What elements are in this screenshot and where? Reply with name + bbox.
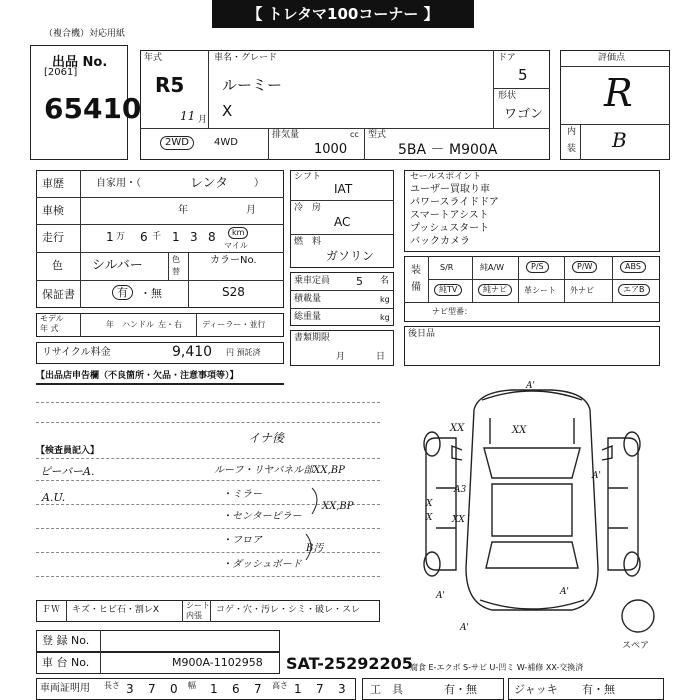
damage-codes: 腐食 E-エクボ S-サビ U-凹ミ W-補修 XX-交換済 (410, 663, 584, 672)
equip-alloy-wheel: 純A/W (480, 263, 505, 272)
equip-leather-seat: 革シート (524, 286, 556, 295)
car-damage-diagram (412, 378, 672, 648)
damage-mark: A' (460, 623, 469, 633)
model-year-label-1: モデル (40, 314, 64, 323)
recycle-label: リサイクル料金 (42, 347, 111, 358)
reki-label: 車歴 (42, 177, 64, 190)
equip-tv: 純TV (434, 284, 462, 296)
fw-text: キズ・ヒビ石・割レX (72, 605, 159, 615)
sales-point-item: ユーザー買取り車 (410, 184, 490, 195)
capacity-label: 乗車定員 (294, 276, 331, 286)
sales-point-item: パワースライドドア (410, 197, 499, 208)
mileage-digit: 3 (190, 230, 198, 244)
shaken-year: 年 (178, 205, 188, 216)
tools-label: 工 具 (370, 683, 403, 696)
handle-options: 左・右 (158, 320, 182, 329)
mileage-unit-km: km (228, 227, 248, 239)
seat-text: コゲ・穴・汚レ・シミ・破レ・スレ (216, 605, 361, 615)
lot-number: 65410 (44, 92, 142, 125)
equip-power-steering: P/S (526, 261, 549, 273)
seat-label-1: シート (186, 601, 210, 610)
fuel-label: 燃 料 (294, 237, 322, 247)
capacity-unit: 名 (380, 276, 390, 286)
dim-length-label: 長さ (104, 681, 120, 690)
mileage-digit: 8 (208, 230, 216, 244)
docs-month: 月 (336, 352, 346, 362)
width-digit: 7 (254, 682, 262, 696)
sat-code: SAT-25292205 (286, 654, 413, 673)
sales-point-item: バックカメラ (410, 236, 470, 247)
lot-small-number: [2061] (44, 67, 78, 78)
warranty-label: 保証書 (42, 288, 75, 301)
equip-external-navi: 外ナビ (570, 286, 594, 295)
mileage-label: 走行 (42, 231, 64, 244)
reki-options: 自家用・（ (96, 178, 141, 189)
width-digit: 1 (210, 682, 218, 696)
body-value: ワゴン (504, 107, 544, 122)
tools-value: 有・無 (444, 683, 477, 696)
color-change-2: 替 (172, 267, 180, 276)
displacement-value: 1000 (314, 142, 348, 157)
handwritten-note: ルーフ・リヤパネル部XX,BP (214, 465, 345, 476)
handwritten-note: ・ダッシュボード (222, 559, 302, 570)
gross-label: 総重量 (294, 312, 322, 322)
later-items-box (404, 326, 660, 366)
equip-airbag: エアB (618, 284, 650, 296)
aircon-label: 冷 房 (294, 203, 322, 213)
height-digit: 3 (338, 682, 346, 696)
score-label: 評価点 (598, 53, 626, 63)
mileage-unit-sen: 千 (152, 232, 162, 242)
dim-width-label: 幅 (188, 681, 196, 690)
jack-label: ジャッキ (514, 683, 558, 696)
sales-point-title: セールスポイント (410, 172, 482, 182)
damage-mark: XX (450, 423, 465, 434)
interior-label-1: 内 (567, 127, 577, 137)
equip-sunroof: S/R (440, 263, 454, 272)
equip-power-window: P/W (572, 261, 597, 273)
shaken-label: 車検 (42, 204, 64, 217)
length-digit: 7 (148, 682, 156, 696)
recycle-note: 円 預託済 (226, 348, 261, 357)
bracket-marks (300, 484, 330, 574)
inspector-title: 【検査員記入】 (36, 446, 100, 456)
color-change-1: 色 (172, 255, 180, 264)
damage-mark: A3 (454, 485, 467, 495)
model-name: ルーミー (222, 76, 283, 94)
displacement-unit: cc (350, 130, 359, 139)
grade-value: X (222, 102, 233, 120)
handle-label: ハンドル (122, 320, 154, 329)
sales-point-item: スマートアシスト (410, 210, 489, 221)
height-digit: 1 (294, 682, 302, 696)
interior-label-2: 装 (567, 144, 577, 154)
handwritten-note: XX,BP (322, 501, 354, 512)
later-items-label: 後日品 (408, 329, 436, 339)
spare-tire-label: スペア (622, 641, 650, 651)
warranty-yes: 有 (112, 285, 133, 300)
damage-mark: A' (436, 591, 445, 601)
equipment-label-2: 備 (411, 282, 421, 293)
damage-mark: X (426, 513, 433, 523)
shaken-month: 月 (246, 205, 256, 216)
model-year-label-2: 年 式 (40, 324, 59, 333)
lot-label: 出品 No. (52, 55, 108, 70)
drive-2wd: 2WD (160, 136, 194, 150)
length-digit: 0 (170, 682, 178, 696)
docs-label: 書類期限 (294, 333, 331, 343)
handwritten-note: ピーバーA. (40, 465, 95, 478)
navi-model-label: ナビ型番： (432, 307, 472, 316)
year-month: 11 (180, 109, 196, 123)
registration-label: 登 録 No. (42, 634, 90, 647)
reki-value: レンタ (190, 176, 229, 191)
chassis-label: 車 台 No. (42, 656, 90, 669)
shift-value: IAT (334, 182, 353, 196)
model-label: 車名・グレード (214, 53, 278, 63)
load-unit: kg (380, 295, 390, 304)
seat-label-2: 内張 (186, 611, 202, 620)
chassis-value: M900A-1102958 (172, 656, 263, 669)
handwritten-note: イナ後 (248, 431, 285, 445)
mileage-digit: 1 (172, 230, 180, 244)
color-no-value: S28 (222, 285, 245, 299)
year-month-unit: 月 (198, 115, 208, 125)
length-digit: 3 (126, 682, 134, 696)
docs-day: 日 (376, 352, 386, 362)
interior-value: B (612, 128, 627, 152)
declaration-title: 【出品店申告欄（不良箇所・欠品・注意事項等）】 (36, 371, 239, 381)
damage-mark: XX (512, 425, 527, 436)
width-digit: 6 (232, 682, 240, 696)
model-year-year: 年 (106, 320, 114, 329)
drive-4wd: 4WD (214, 137, 238, 148)
color-value: シルバー (92, 258, 143, 273)
aircon-value: AC (334, 215, 351, 229)
equipment-label-1: 装 (411, 265, 421, 276)
type-value: 5BA － M900A (398, 142, 498, 158)
equip-navi: 純ナビ (478, 284, 512, 296)
damage-mark: A' (526, 381, 535, 391)
type-label: 型式 (368, 130, 387, 140)
warranty-no: ・無 (140, 287, 162, 300)
reki-close: ） (254, 178, 264, 189)
mileage-unit-man: 万 (116, 232, 126, 242)
jack-value: 有・無 (582, 683, 615, 696)
page-header-title: 【 トレタマ100コーナー 】 (212, 0, 474, 28)
handwritten-note: ・ミラー (222, 489, 262, 500)
height-digit: 7 (316, 682, 324, 696)
sales-point-item: プッシュスタート (410, 223, 490, 234)
color-label: 色 (52, 259, 63, 272)
fuel-value: ガソリン (326, 249, 375, 263)
mileage-unit-mile: マイル (224, 241, 248, 250)
score-value: R (604, 71, 633, 115)
year-value: R5 (155, 73, 185, 97)
dim-height-label: 高さ (272, 681, 288, 690)
mileage-digit: 6 (140, 230, 148, 244)
recycle-value: 9,410 (172, 344, 213, 360)
damage-mark: A' (592, 471, 601, 481)
capacity-value: 5 (356, 275, 363, 288)
year-label: 年式 (144, 53, 163, 63)
doors-value: 5 (518, 66, 528, 84)
shift-label: シフト (294, 172, 322, 182)
displacement-label: 排気量 (272, 130, 300, 140)
color-no-label: カラーNo. (210, 255, 257, 266)
paper-note: （複合機）対応用紙 (44, 29, 126, 39)
damage-mark: X (426, 499, 433, 509)
load-label: 積載量 (294, 294, 322, 304)
certificate-label: 車両証明用 (40, 683, 90, 694)
handwritten-note: ・センターピラー (222, 511, 302, 522)
handwritten-note: ・フロア (222, 535, 262, 546)
equip-abs: ABS (620, 261, 646, 273)
doors-label: ドア (498, 53, 516, 63)
damage-mark: A' (560, 587, 569, 597)
fw-label: ＦＷ (42, 605, 61, 615)
handwritten-note: B汚 (306, 543, 324, 554)
gross-unit: kg (380, 313, 390, 322)
damage-mark: XX (452, 515, 465, 525)
mileage-digit: 1 (106, 230, 114, 244)
body-label: 形状 (498, 91, 517, 101)
dealer-label: ディーラー・並行 (202, 320, 266, 329)
handwritten-note: A.U. (42, 491, 66, 504)
